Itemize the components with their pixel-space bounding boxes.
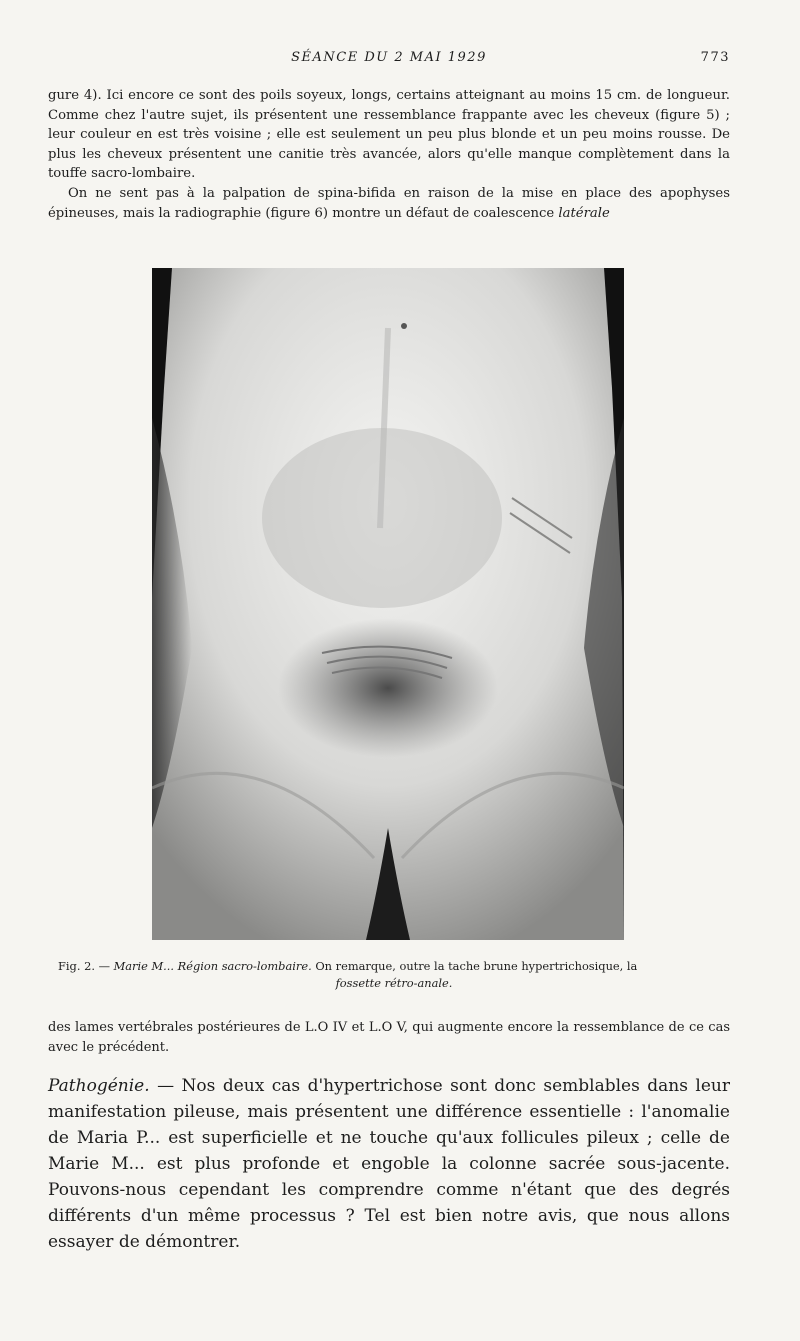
continuation-paragraph xyxy=(48,1018,730,1058)
paragraph-1: gure 4). Ici encore ce sont des poils soyeux, longs, certains atteignant au moins 15 cm. de longueur. Comme chez l'autre sujet, ils présentent une ressemblance frappante avec les cheveux (figure 5) ; leur couleur en est très voisine ; elle est seulement un peu plus blonde et un peu moins rousse. De plus les cheveux présentent une canitie très avancée, alors qu'elle manque complètement dans la touffe sacro-lombaire. xyxy=(48,88,730,182)
continuation-text: des lames vertébrales postérieures de L.O IV et L.O V, qui augmente encore la ressemblance de ce cas avec le précédent. xyxy=(48,1020,730,1055)
pathogenie-heading: Pathogénie. xyxy=(48,1076,150,1096)
running-header xyxy=(48,50,730,72)
caption-text: On remarque, outre la tache brune hypertrichosique, la xyxy=(311,959,638,973)
caption-continuation: fossette rétro-anale. xyxy=(335,976,453,990)
pathogenie-paragraph xyxy=(48,1073,730,1255)
paragraph-2-text: On ne sent pas à la palpation de spina-bifida en raison de la mise en place des apophyses épineuses, mais la radiographie (figure 6) montre un défaut de coalescence xyxy=(48,185,730,221)
figure-caption xyxy=(58,958,730,992)
body-paragraph-top xyxy=(48,86,730,223)
caption-label: Fig. 2. — xyxy=(58,959,114,973)
pathogenie-text: — Nos deux cas d'hypertrichose sont donc semblables dans leur manifestation pileuse, mais présentent une différence essentielle : l'anomalie de Maria P... est superficielle et ne touche qu'aux follicules pileux ; celle de Marie M... est plus profonde et engoble la colonne sacrée sous-jacente. Pouvons-nous cependant les comprendre comme n'étant que des degrés différents d'un même processus ? Tel est bien notre avis, que nous allons essayer de démontrer. xyxy=(48,1076,730,1252)
running-title: SÉANCE DU 2 MAI 1929 xyxy=(291,50,487,65)
paragraph-2 xyxy=(48,184,730,223)
paragraph-2-italic: latérale xyxy=(558,205,610,221)
caption-name: Marie M... Région sacro-lombaire. xyxy=(113,959,312,973)
figure-photograph xyxy=(152,268,624,940)
page-number: 773 xyxy=(700,50,730,65)
photograph-image xyxy=(152,268,624,940)
